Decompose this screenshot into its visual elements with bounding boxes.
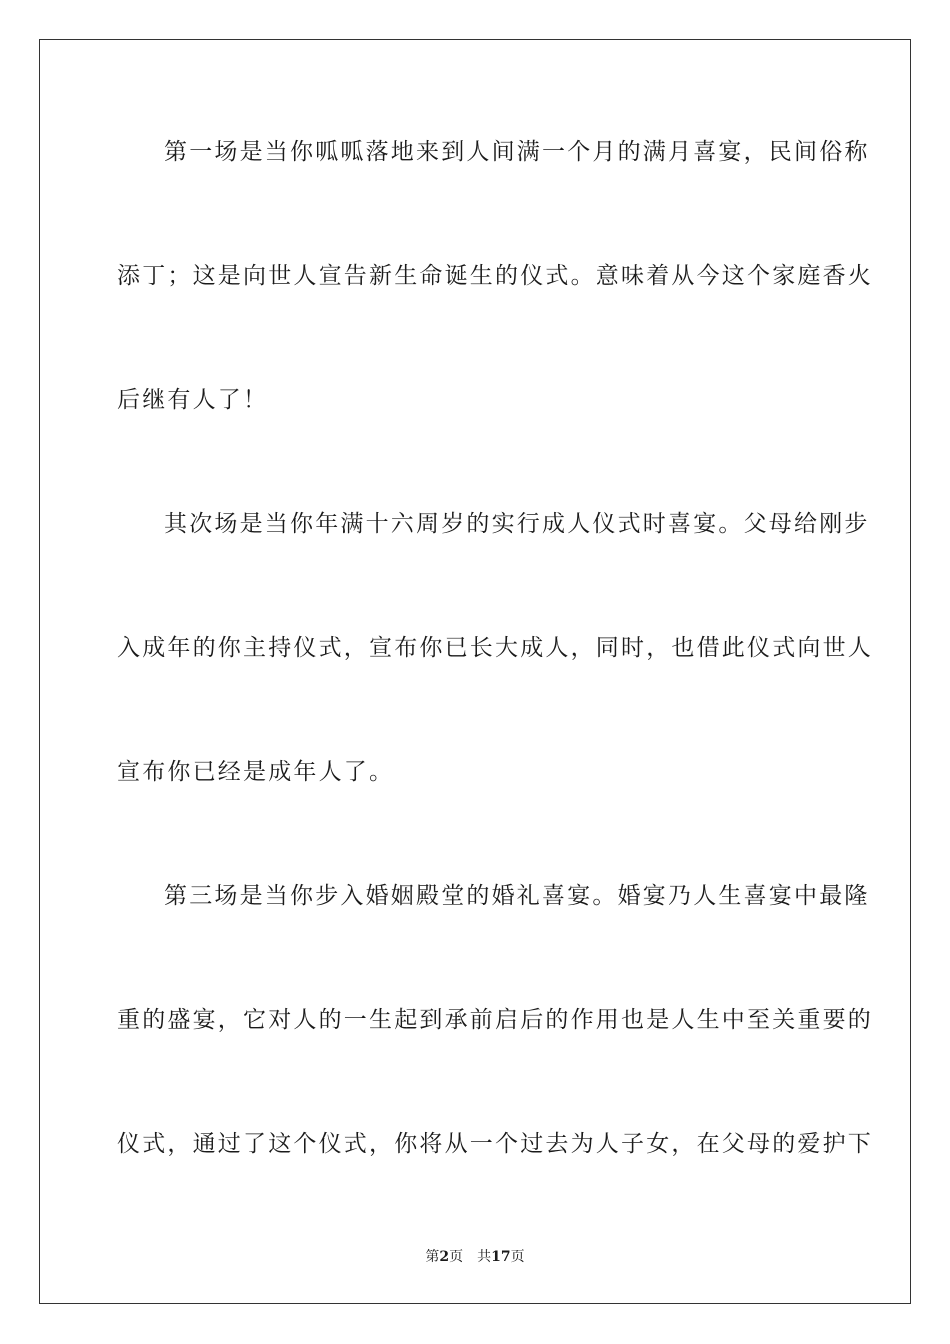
text-line: 入成年的你主持仪式，宣布你已长大成人，同时，也借此仪式向世人 xyxy=(117,635,873,661)
page-prefix: 第 xyxy=(425,1249,440,1265)
page-footer xyxy=(0,1248,950,1266)
page-number: 2 xyxy=(439,1249,450,1265)
page-border xyxy=(39,39,911,1304)
text-line: 其次场是当你年满十六周岁的实行成人仪式时喜宴。父母给刚步 xyxy=(164,511,870,537)
page-suffix: 页 xyxy=(449,1249,464,1265)
text-line: 宣布你已经是成年人了。 xyxy=(117,759,395,785)
text-line: 重的盛宴，它对人的一生起到承前启后的作用也是人生中至关重要的 xyxy=(117,1007,873,1033)
total-pages: 17 xyxy=(491,1249,511,1265)
text-line: 仪式，通过了这个仪式，你将从一个过去为人子女，在父母的爱护下 xyxy=(117,1131,873,1157)
text-line: 添丁；这是向世人宣告新生命诞生的仪式。意味着从今这个家庭香火 xyxy=(117,263,873,289)
text-line: 第三场是当你步入婚姻殿堂的婚礼喜宴。婚宴乃人生喜宴中最隆 xyxy=(164,883,870,909)
total-prefix: 共 xyxy=(477,1249,492,1265)
total-suffix: 页 xyxy=(510,1249,525,1265)
text-line: 后继有人了！ xyxy=(117,387,269,413)
text-line: 第一场是当你呱呱落地来到人间满一个月的满月喜宴，民间俗称 xyxy=(164,139,870,165)
